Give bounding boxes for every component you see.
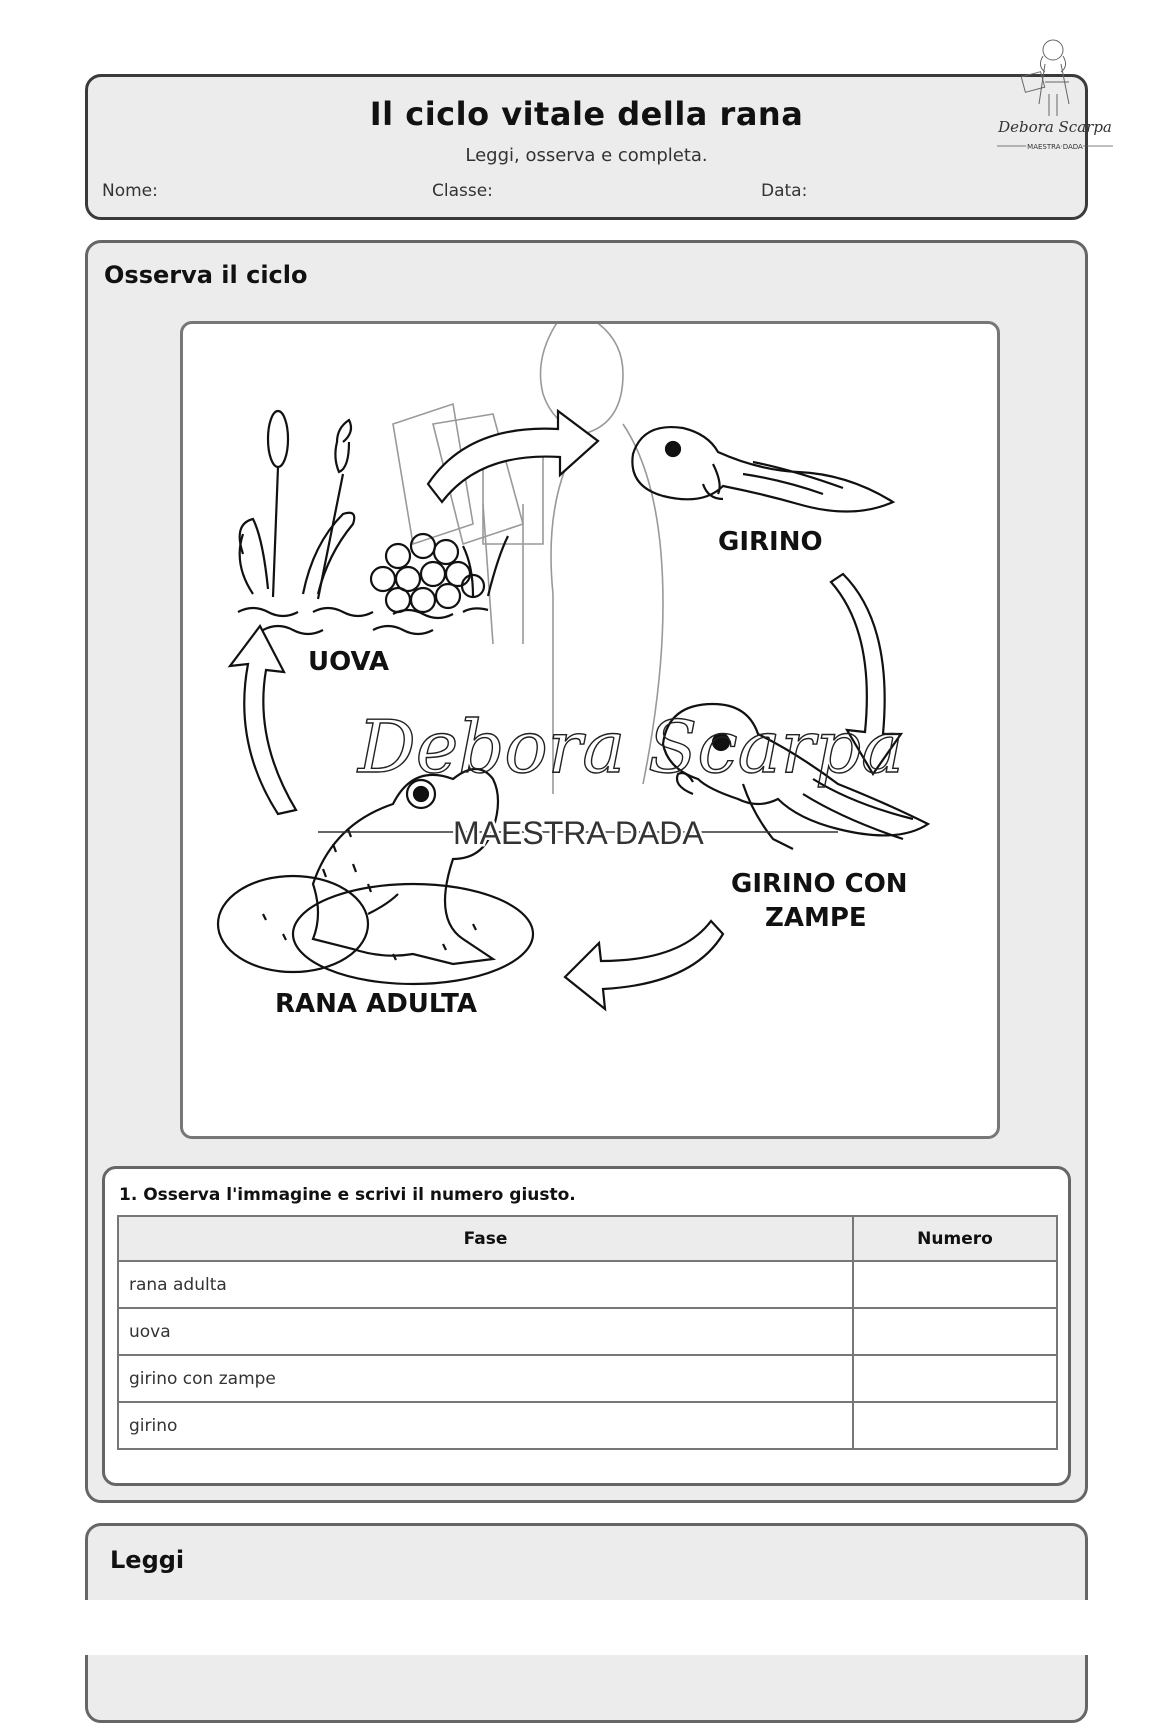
eggs-illustration [238,411,508,634]
phase-number-table [117,1215,1058,1450]
column-header-number: Numero [853,1216,1057,1261]
stage-label-tadpole-legs-line1: GIRINO CON [731,869,908,899]
phase-cell: girino [118,1402,853,1449]
arrow-legs-to-adult [565,921,723,1009]
table-row [118,1261,1057,1308]
question-1 [102,1166,1071,1486]
column-header-phase: Fase [118,1216,853,1261]
tadpole-illustration [632,427,893,511]
life-cycle-diagram [180,321,1000,1139]
section-title-read: Leggi [110,1546,185,1574]
phase-cell: girino con zampe [118,1355,853,1402]
observe-section [85,240,1088,1503]
stage-label-adult: RANA ADULTA [275,989,477,1019]
worksheet-subtitle: Leggi, osserva e completa. [465,145,708,166]
table-header-row [118,1216,1057,1261]
arrow-adult-to-eggs [230,626,296,814]
adult-frog-illustration [218,769,533,984]
author-logo [995,34,1115,164]
watermark-tagline: MAESTRA DADA [453,815,704,851]
stage-label-eggs: UOVA [308,647,389,677]
number-answer-cell[interactable] [853,1261,1057,1308]
date-field-label[interactable]: Data: [761,181,808,201]
egg-cluster [371,534,484,612]
question-prompt: 1. Osserva l'immagine e scrivi il numero giusto. [119,1185,576,1205]
worksheet-title: Il ciclo vitale della rana [369,95,804,133]
table-row [118,1402,1057,1449]
watermark-name: Debora Scarpa [358,705,905,789]
page-cutoff [0,1600,1170,1655]
number-answer-cell[interactable] [853,1402,1057,1449]
cycle-illustration [183,324,997,1136]
logo-tagline: MAESTRA DADA [1027,143,1083,151]
number-answer-cell[interactable] [853,1308,1057,1355]
stage-label-tadpole: GIRINO [718,527,823,557]
stage-label-tadpole-legs-line2: ZAMPE [765,903,867,933]
name-field-label[interactable]: Nome: [102,181,158,201]
worksheet-header [85,74,1088,220]
logo-signature: Debora Scarpa [998,118,1112,136]
number-answer-cell[interactable] [853,1355,1057,1402]
section-title-observe: Osserva il ciclo [104,261,308,289]
table-row [118,1308,1057,1355]
class-field-label[interactable]: Classe: [432,181,493,201]
table-row [118,1355,1057,1402]
phase-cell: rana adulta [118,1261,853,1308]
phase-cell: uova [118,1308,853,1355]
